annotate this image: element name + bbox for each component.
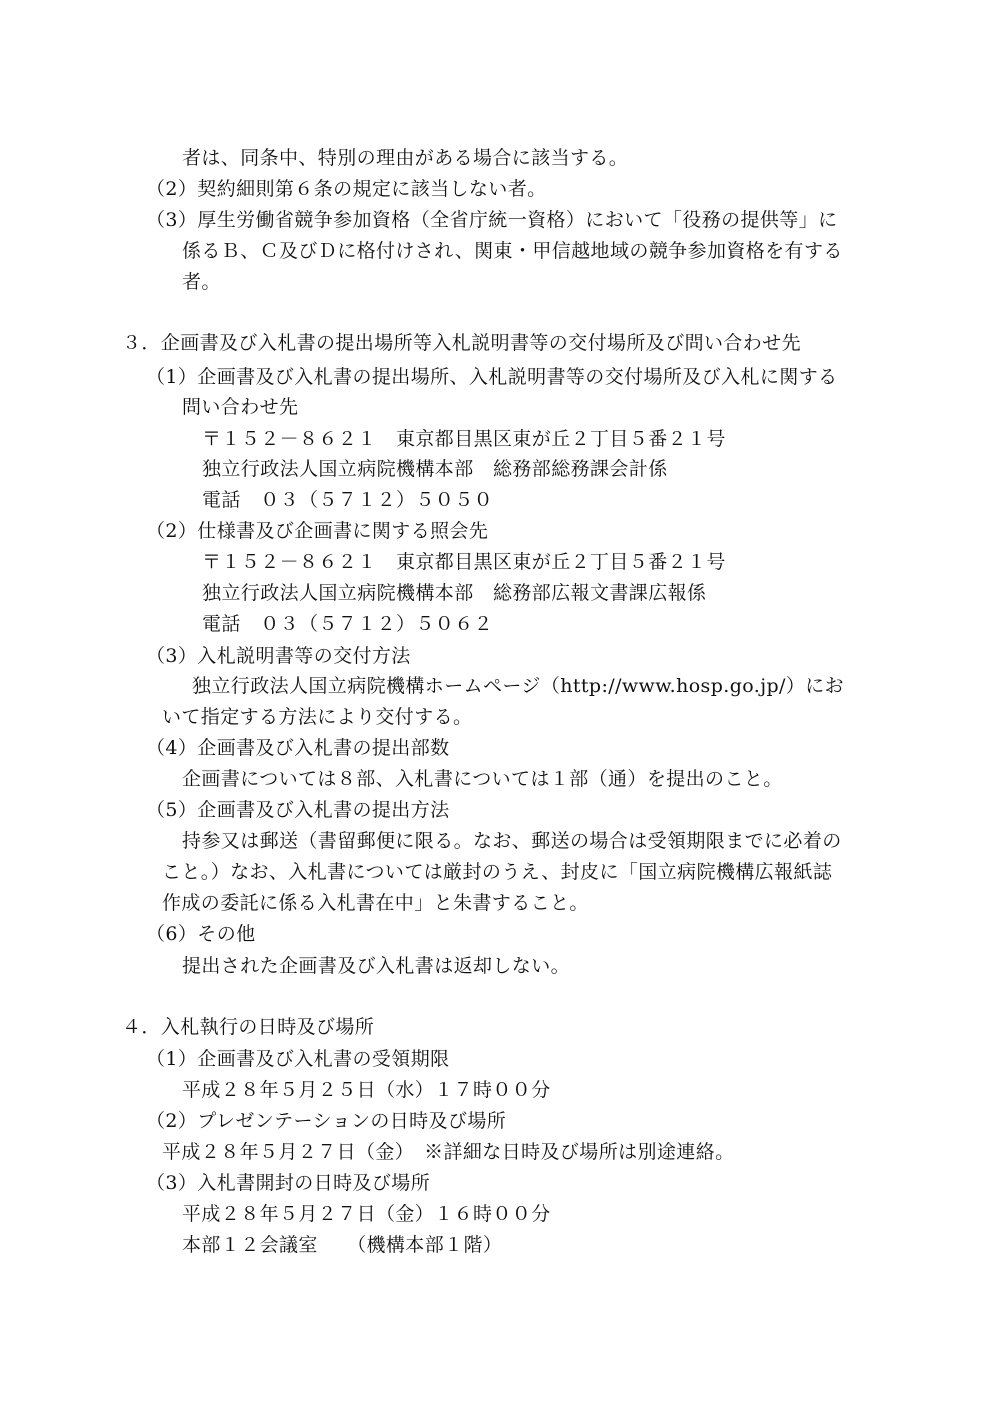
- phone-line: 電話 ０３（５７１２）５０６２: [202, 613, 494, 635]
- address-line: 〒１５２－８６２１ 東京都目黒区東が丘２丁目５番２１号: [202, 428, 726, 450]
- list-item-heading: （2）仕様書及び企画書に関する照会先: [146, 520, 489, 542]
- location-line: 本部１２会議室 （機構本部１階）: [182, 1234, 503, 1256]
- date-line: 平成２８年５月２５日（水）１７時００分: [182, 1079, 551, 1101]
- list-item-heading: （5）企画書及び入札書の提出方法: [146, 799, 450, 821]
- list-item-heading: （1）企画書及び入札書の提出場所、入札説明書等の交付場所及び入札に関する: [146, 366, 838, 388]
- section-heading-4: ４．入札執行の日時及び場所: [122, 1016, 375, 1038]
- list-item-heading: （1）企画書及び入札書の受領期限: [146, 1048, 450, 1070]
- organization-line: 独立行政法人国立病院機構本部 総務部広報文書課広報係: [202, 582, 707, 604]
- list-item-heading: （3）入札書開封の日時及び場所: [146, 1172, 431, 1194]
- date-line: 平成２８年５月２７日（金） ※詳細な日時及び場所は別途連絡。: [162, 1141, 735, 1163]
- list-item-heading: （6）その他: [146, 923, 256, 945]
- list-item-heading: （3）厚生労働省競争参加資格（全省庁統一資格）において「役務の提供等」に: [146, 209, 838, 231]
- text-line: こと。）なお、入札書については厳封のうえ、封皮に「国立病院機構広報紙誌: [162, 861, 833, 883]
- organization-line: 独立行政法人国立病院機構本部 総務部総務課会計係: [202, 458, 668, 480]
- phone-line: 電話 ０３（５７１２）５０５０: [202, 489, 494, 511]
- address-line: 〒１５２－８６２１ 東京都目黒区東が丘２丁目５番２１号: [202, 551, 726, 573]
- list-item-heading: （4）企画書及び入札書の提出部数: [146, 737, 450, 759]
- text-line: 係るＢ、Ｃ及びＤに格付けされ、関東・甲信越地域の競争参加資格を有する: [182, 240, 843, 262]
- text-line: 者は、同条中、特別の理由がある場合に該当する。: [182, 147, 629, 169]
- text-line: 持参又は郵送（書留郵便に限る。なお、郵送の場合は受領期限までに必着の: [182, 830, 842, 852]
- list-item-heading: （2）プレゼンテーションの日時及び場所: [146, 1110, 507, 1132]
- list-item-heading: （2）契約細則第６条の規定に該当しない者。: [146, 178, 547, 200]
- text-line: 独立行政法人国立病院機構ホームページ（http://www.hosp.go.jp/）にお: [192, 675, 845, 697]
- section-heading-3: ３．企画書及び入札書の提出場所等入札説明書等の交付場所及び問い合わせ先: [122, 332, 802, 354]
- text-line: 作成の委託に係る入札書在中」と朱書すること。: [162, 892, 589, 914]
- text-line: 者。: [182, 271, 221, 293]
- text-line: 企画書については８部、入札書については１部（通）を提出のこと。: [182, 768, 783, 790]
- date-line: 平成２８年５月２７日（金）１６時００分: [182, 1203, 551, 1225]
- text-line: 問い合わせ先: [182, 396, 299, 418]
- text-line: いて指定する方法により交付する。: [162, 706, 473, 728]
- text-line: 提出された企画書及び入札書は返却しない。: [182, 955, 571, 977]
- list-item-heading: （3）入札説明書等の交付方法: [146, 645, 411, 667]
